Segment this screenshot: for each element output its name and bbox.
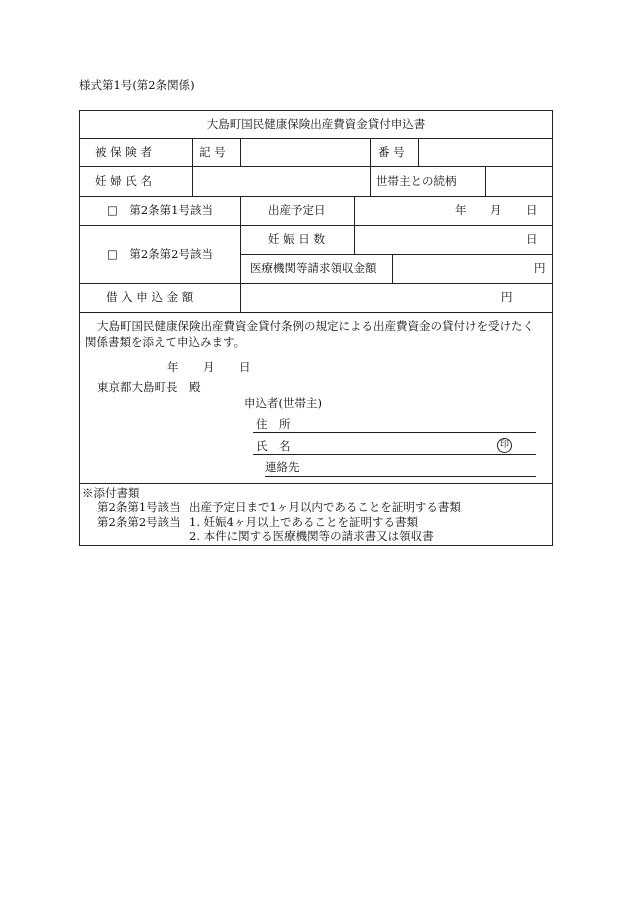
- symbol-field[interactable]: [241, 139, 370, 166]
- pregnancy-days-unit: 日: [526, 232, 538, 246]
- option-article2-1[interactable]: □ 第2条第1号該当: [107, 203, 213, 217]
- due-date-label: 出産予定日: [268, 203, 326, 217]
- pregnant-name-field[interactable]: [193, 167, 370, 196]
- name-field[interactable]: [253, 454, 536, 455]
- form-title: 大島町国民健康保険出産費資金貸付申込書: [206, 117, 426, 131]
- number-label: 番 号: [378, 145, 405, 159]
- contact-field[interactable]: [265, 476, 536, 477]
- date-day-unit: 日: [239, 360, 251, 374]
- pregnancy-days-label: 妊 娠 日 数: [268, 232, 325, 246]
- attachment1-text: 出産予定日まで1ヶ月以内であることを証明する書類: [189, 500, 461, 514]
- date-year-unit: 年: [167, 360, 179, 374]
- symbol-label: 記 号: [199, 145, 226, 159]
- relation-field[interactable]: [486, 167, 552, 196]
- form-number: 様式第1号(第2条関係): [79, 78, 195, 92]
- contact-label: 連絡先: [265, 460, 300, 474]
- seal-icon: 印: [497, 438, 512, 453]
- attachments-heading: ※添付書類: [82, 486, 140, 500]
- address-label: 住 所: [256, 417, 291, 431]
- due-date-year-unit: 年: [455, 203, 467, 217]
- attachment2-label: 第2条第2号該当: [97, 515, 181, 529]
- name-label: 氏 名: [256, 439, 291, 453]
- declaration-line2: 関係書類を添えて申込みます。: [85, 335, 246, 349]
- attachment2-text1: 1. 妊娠4ヶ月以上であることを証明する書類: [189, 515, 418, 529]
- addressee: 東京都大島町長 殿: [97, 380, 201, 394]
- date-month-unit: 月: [203, 360, 215, 374]
- pregnant-name-label: 妊 婦 氏 名: [95, 174, 152, 188]
- medical-claim-yen-unit: 円: [534, 261, 546, 275]
- relation-label: 世帯主との続柄: [376, 174, 457, 188]
- address-field[interactable]: [253, 432, 536, 433]
- applicant-label: 申込者(世帯主): [244, 396, 322, 410]
- loan-amount-yen-unit: 円: [501, 290, 513, 304]
- number-field[interactable]: [419, 139, 552, 166]
- option-article2-2[interactable]: □ 第2条第2号該当: [107, 247, 213, 261]
- attachment2-text2: 2. 本件に関する医療機関等の請求書又は領収書: [189, 529, 434, 543]
- insured-label: 被 保 険 者: [95, 145, 152, 159]
- due-date-day-unit: 日: [526, 203, 538, 217]
- attachment1-label: 第2条第1号該当: [97, 500, 181, 514]
- medical-claim-label: 医療機関等請求領収金額: [250, 261, 377, 275]
- due-date-month-unit: 月: [490, 203, 502, 217]
- loan-amount-label: 借 入 申 込 金 額: [106, 290, 194, 304]
- declaration-line1: 大島町国民健康保険出産費資金貸付条例の規定による出産費資金の貸付けを受けたく: [97, 319, 534, 333]
